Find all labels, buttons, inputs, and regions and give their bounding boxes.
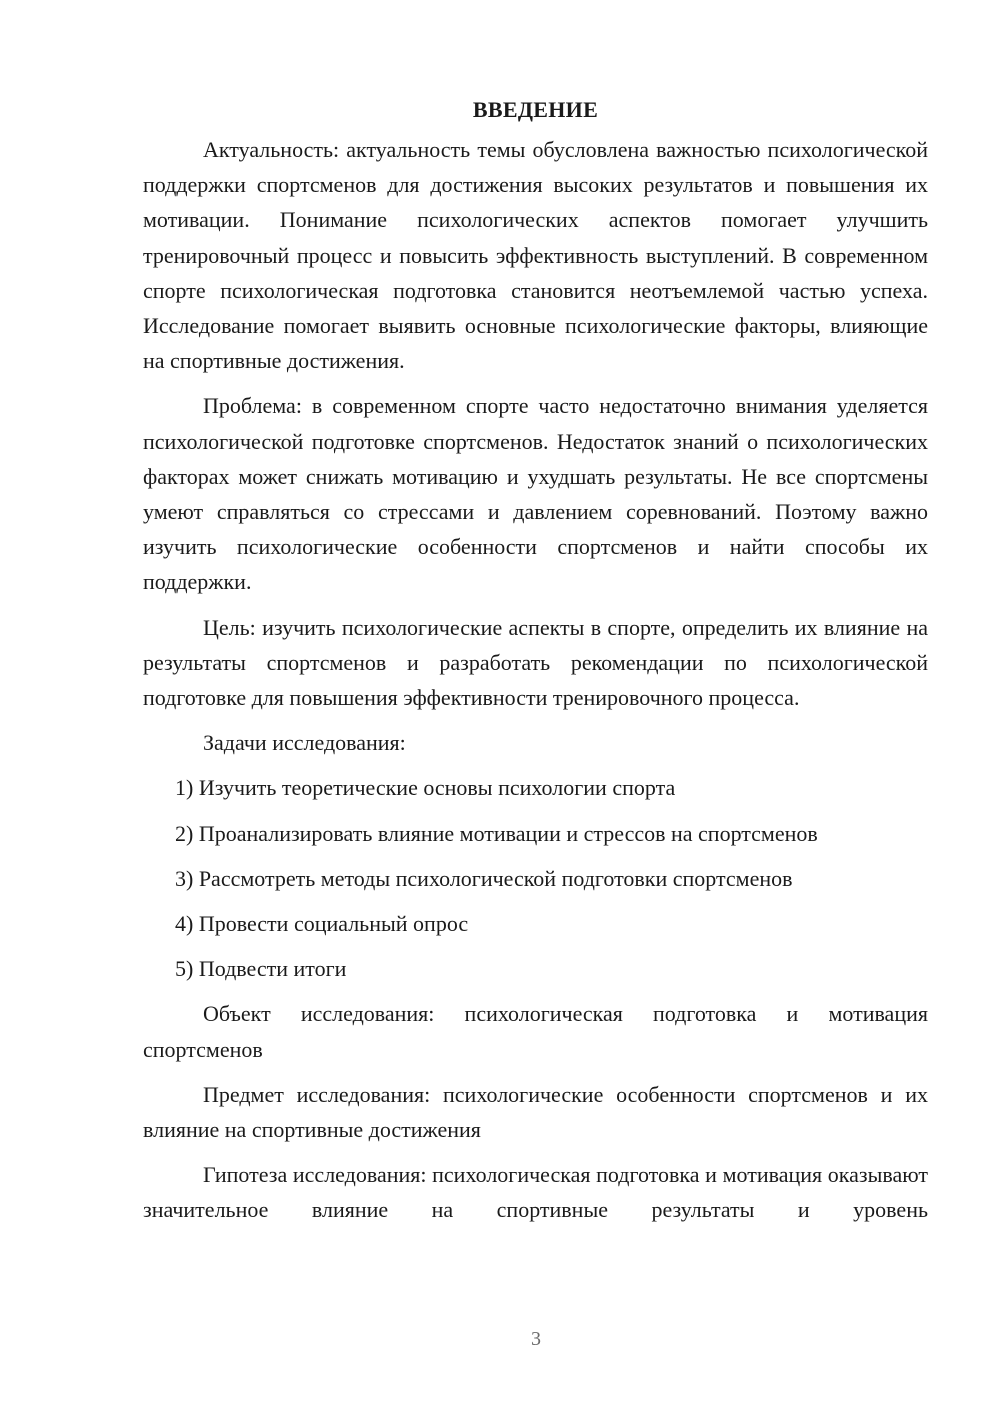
task-item: 3) Рассмотреть методы психологической подготовки спортсменов [175,865,793,891]
task-item: 4) Провести социальный опрос [175,911,469,937]
paragraph-hypothesis: Гипотеза исследования: психологическая подготовка и мотивация оказывают значительное влияние на спортивные результаты и уровень [143,1162,928,1223]
page-number: 3 [531,1328,541,1350]
paragraph-object: Объект исследования: психологическая подготовка и мотивация спортсменов [143,1001,928,1062]
paragraph-problem: Проблема: в современном спорте часто недостаточно внимания уделяется психологической подготовке спортсменов. Недостаток знаний о психологических факторах может снижать мотивацию и ухудшать результаты. Не все спортсмены умеют справляться со стрессами и давлением соревнований. Поэтому важно изучить психологические особенности спортсменов и найти способы их поддержки. [143,393,928,595]
task-item: 2) Проанализировать влияние мотивации и стрессов на спортсменов [175,820,818,846]
paragraph-goal: Цель: изучить психологические аспекты в спорте, определить их влияние на результаты спортсменов и разработать рекомендации по психологической подготовке для повышения эффективности тренировочного процесса. [143,614,928,711]
paragraph-relevance: Актуальность: актуальность темы обусловлена важностью психологической поддержки спортсменов для достижения высоких результатов и повышения их мотивации. Понимание психологических аспектов помогает улучшить тренировочный процесс и повысить эффективность выступлений. В современном спорте психологическая подготовка становится неотъемлемой частью успеха. Исследование помогает выявить основные психологические факторы, влияющие на спортивные достижения. [143,137,928,374]
tasks-heading: Задачи исследования: [203,730,406,756]
section-title: ВВЕДЕНИЕ [472,97,599,122]
tasks-list [143,770,928,986]
task-item: 5) Подвести итоги [175,956,347,982]
document-page [143,92,928,1228]
paragraph-subject: Предмет исследования: психологические особенности спортсменов и их влияние на спортивные достижения [143,1081,928,1143]
task-item: 1) Изучить теоретические основы психологии спорта [175,775,676,801]
